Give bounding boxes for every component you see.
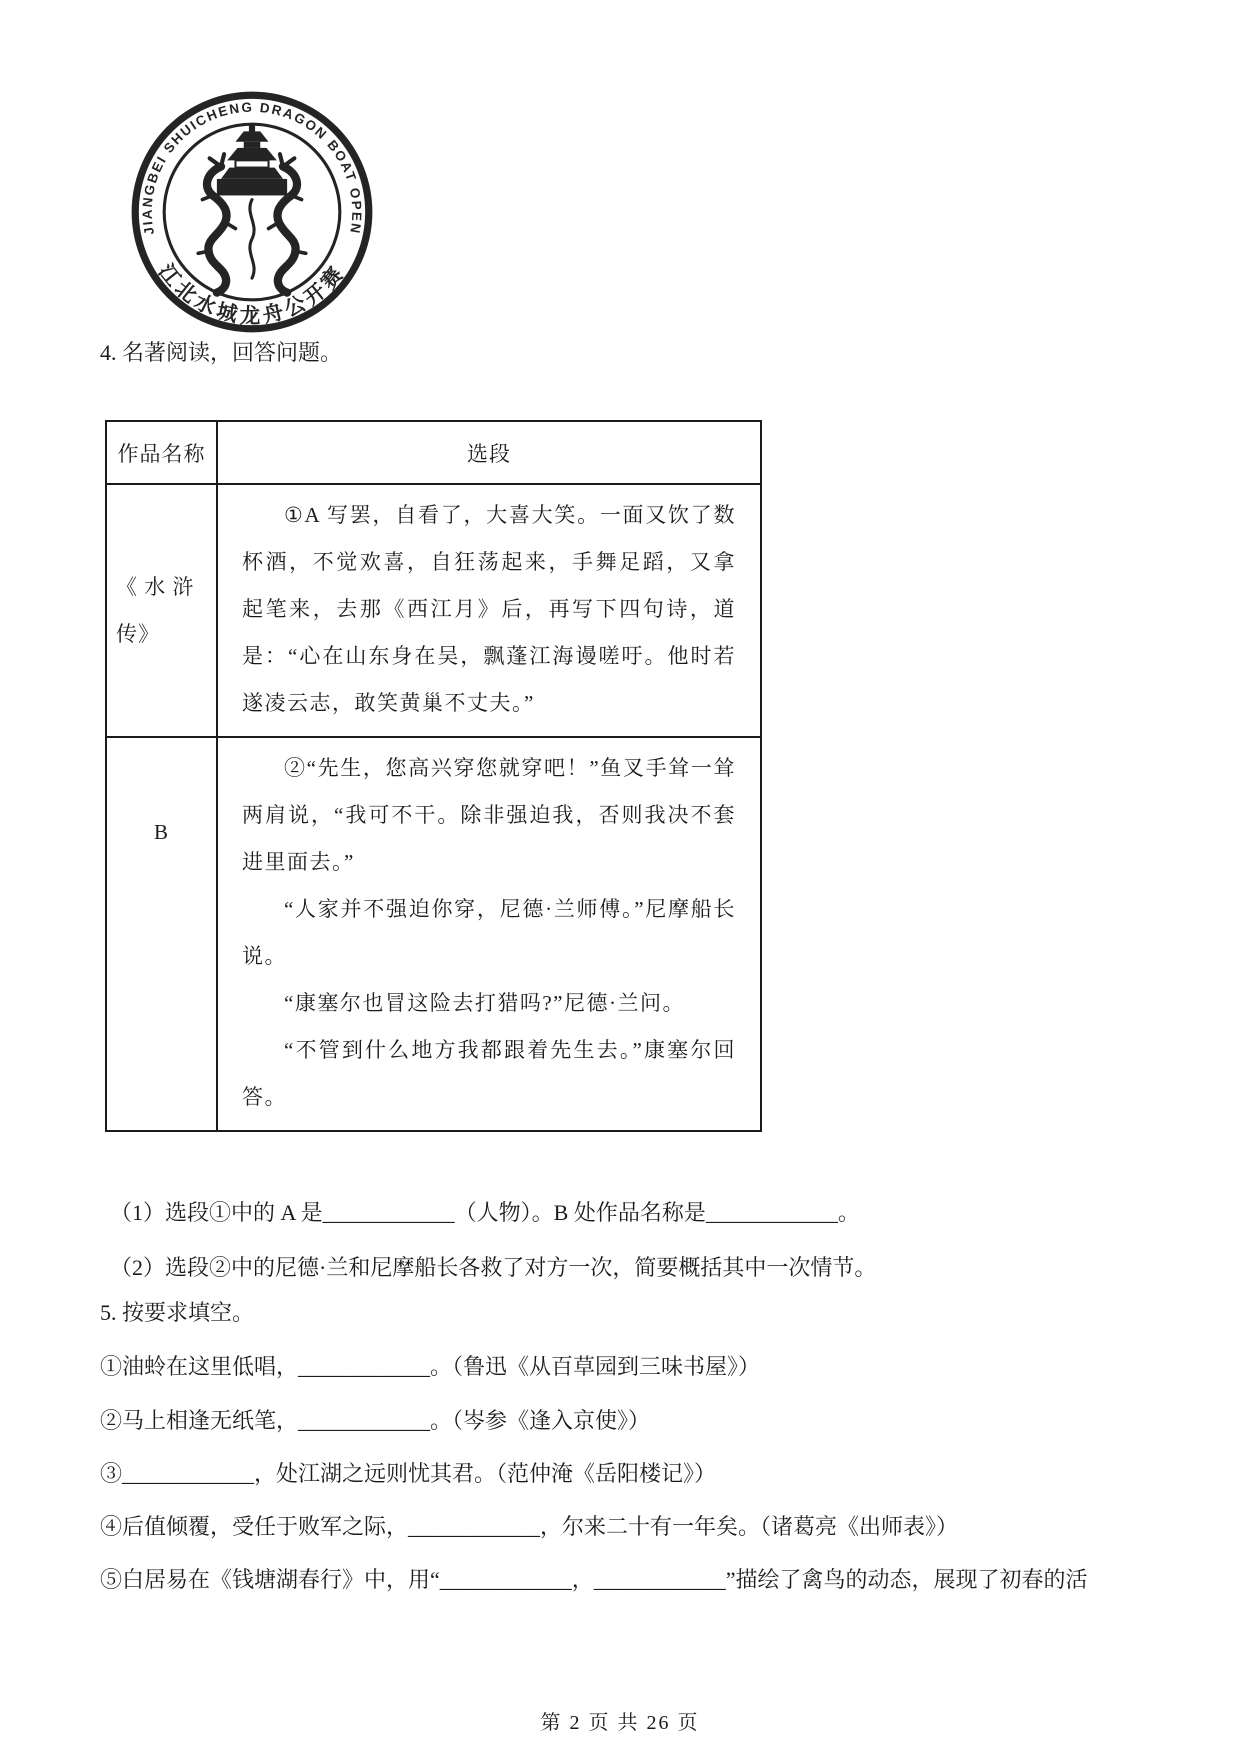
seal-graphic [128, 88, 376, 336]
question4-sub2: （2）选段②中的尼德·兰和尼摩船长各救了对方一次，简要概括其中一次情节。 [110, 1255, 877, 1280]
table-row-b [106, 737, 761, 1131]
pagoda-icon [217, 123, 287, 195]
passage-cell [217, 737, 761, 1131]
passage-paragraph: ①A 写罢，自看了，大喜大笑。一面又饮了数杯酒，不觉欢喜，自狂荡起来，手舞足蹈，又拿起笔来，去那《西江月》后，再写下四句诗，道是：“心在山东身在吴，飘蓬江海谩嗟吁。他时若遂凌云志，敢笑黄巢不丈夫。” [242, 503, 736, 715]
table-header-row [106, 421, 761, 484]
question5-item-5: ⑤白居易在《钱塘湖春行》中，用“____________，____________”描绘了禽鸟的动态，展现了初春的活 [100, 1567, 1088, 1592]
passage-paragraph: “人家并不强迫你穿，尼德·兰师傅。”尼摩船长说。 [242, 897, 736, 968]
question4-prompt: 4. 名著阅读，回答问题。 [100, 340, 343, 365]
table-row-shuihuzhuan [106, 484, 761, 737]
q4-passage-table [105, 420, 762, 1132]
seal-top-text: JIANGBEI SHUICHENG DRAGON BOAT OPEN [139, 99, 365, 237]
col-header-passage: 选段 [217, 421, 761, 484]
question5-prompt: 5. 按要求填空。 [100, 1300, 255, 1325]
question5-item-4: ④后值倾覆，受任于败军之际，____________，尔来二十有一年矣。（诸葛亮《出师表》） [100, 1514, 959, 1539]
page-number-footer: 第 2 页 共 26 页 [540, 1712, 700, 1734]
question5-item-3: ③____________，处江湖之远则忧其君。（范仲淹《岳阳楼记》） [100, 1461, 717, 1486]
question4-sub1: （1）选段①中的 A 是____________（人物）。B 处作品名称是____________。 [110, 1200, 860, 1225]
water-wave-icon [250, 200, 254, 279]
passage-paragraph: “不管到什么地方我都跟着先生去。”康塞尔回答。 [242, 1038, 736, 1109]
passage-paragraph: ②“先生，您高兴穿您就穿吧！”鱼叉手耸一耸两肩说，“我可不干。除非强迫我，否则我决不套进里面去。” [242, 756, 736, 874]
question5-item-2: ②马上相逢无纸笔，____________。（岑参《逢入京使》） [100, 1408, 651, 1433]
passage-paragraph: “康塞尔也冒这险去打猎吗?”尼德·兰问。 [284, 991, 685, 1015]
passage-cell [217, 484, 761, 737]
dragon-boat-seal [128, 88, 376, 336]
work-title-cell: 《 水 浒 传》 [106, 484, 217, 737]
question5-item-1: ①油蛉在这里低唱，____________。（鲁迅《从百草园到三味书屋》） [100, 1354, 761, 1379]
col-header-work-title: 作品名称 [106, 421, 217, 484]
seal-bottom-text: 江北水城龙舟公开赛 [153, 260, 351, 328]
work-title-cell-b: B [106, 737, 217, 1131]
